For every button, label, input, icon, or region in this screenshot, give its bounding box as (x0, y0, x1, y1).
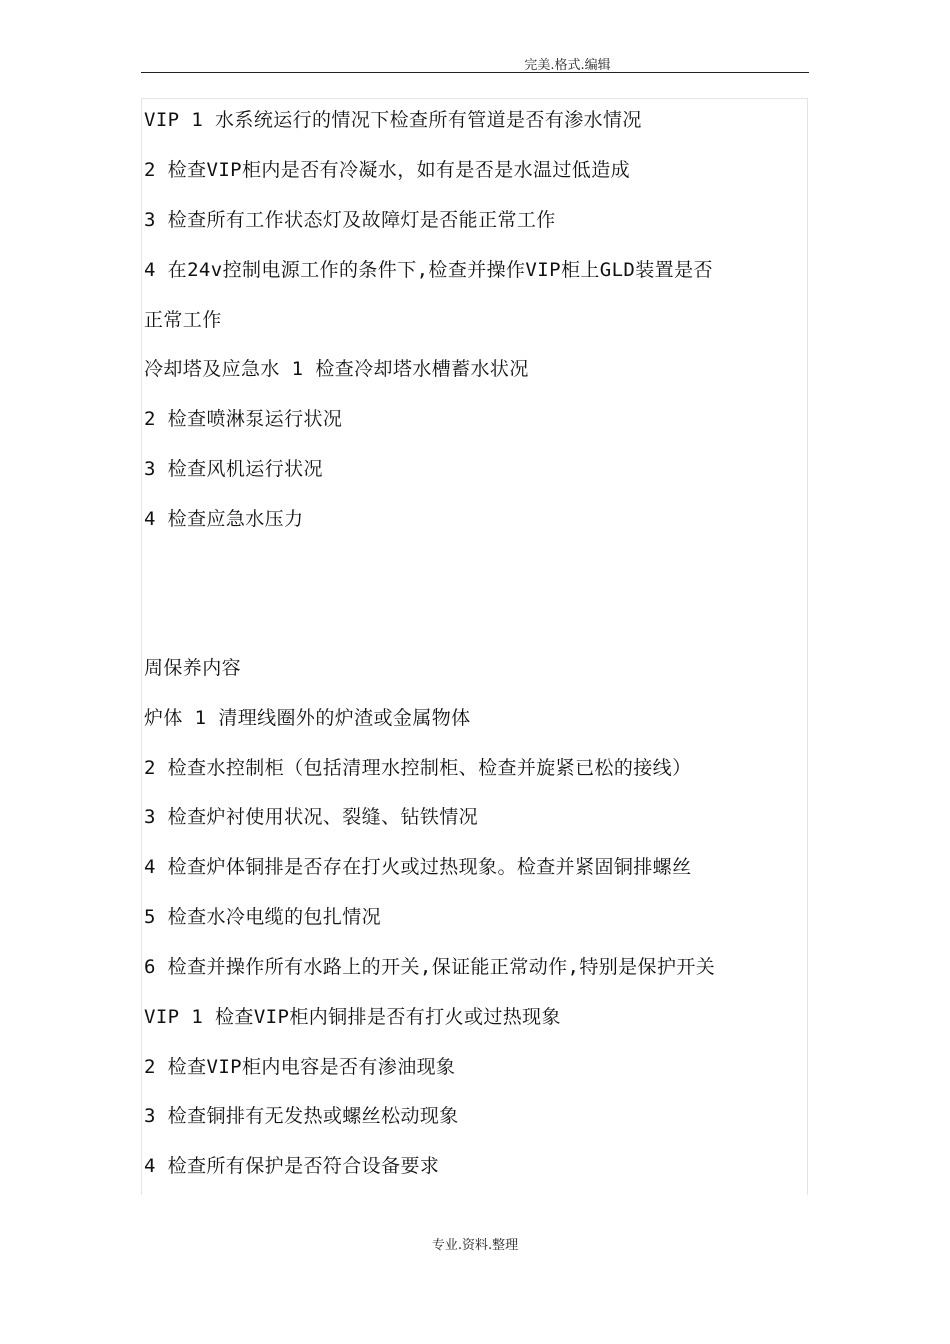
text-line: 2 检查VIP柜内电容是否有渗油现象 (144, 1056, 456, 1078)
text-line: 6 检查并操作所有水路上的开关,保证能正常动作,特别是保护开关 (144, 956, 716, 978)
text-line: 炉体 1 清理线圈外的炉渣或金属物体 (144, 707, 471, 729)
text-line: 4 检查所有保护是否符合设备要求 (144, 1155, 440, 1177)
text-line: 5 检查水冷电缆的包扎情况 (144, 906, 382, 928)
header-divider (141, 72, 809, 73)
text-line: 4 在24v控制电源工作的条件下,检查并操作VIP柜上GLD装置是否 (144, 259, 713, 281)
text-line: 3 检查炉衬使用状况、裂缝、钻铁情况 (144, 806, 479, 828)
page-footer: 专业.资料.整理 (431, 1238, 519, 1253)
text-line: 2 检查VIP柜内是否有冷凝水，如有是否是水温过低造成 (144, 159, 630, 181)
text-line: 4 检查炉体铜排是否存在打火或过热现象。检查并紧固铜排螺丝 (144, 856, 692, 878)
text-line: 2 检查喷淋泵运行状况 (144, 408, 343, 430)
text-line: 3 检查所有工作状态灯及故障灯是否能正常工作 (144, 209, 556, 231)
text-line: VIP 1 检查VIP柜内铜排是否有打火或过热现象 (144, 1006, 561, 1028)
section-heading: 周保养内容 (144, 657, 242, 679)
text-line: 4 检查应急水压力 (144, 508, 304, 530)
text-line: 3 检查铜排有无发热或螺丝松动现象 (144, 1105, 459, 1127)
text-line: 2 检查水控制柜（包括清理水控制柜、检查并旋紧已松的接线） (144, 757, 692, 779)
text-line: 3 检查风机运行状况 (144, 458, 323, 480)
text-line: VIP 1 水系统运行的情况下检查所有管道是否有渗水情况 (144, 109, 642, 131)
text-line: 冷却塔及应急水 1 检查冷却塔水槽蓄水状况 (144, 358, 529, 380)
header-text: 完美.格式.编辑 (524, 58, 611, 73)
text-line: 正常工作 (144, 309, 222, 331)
